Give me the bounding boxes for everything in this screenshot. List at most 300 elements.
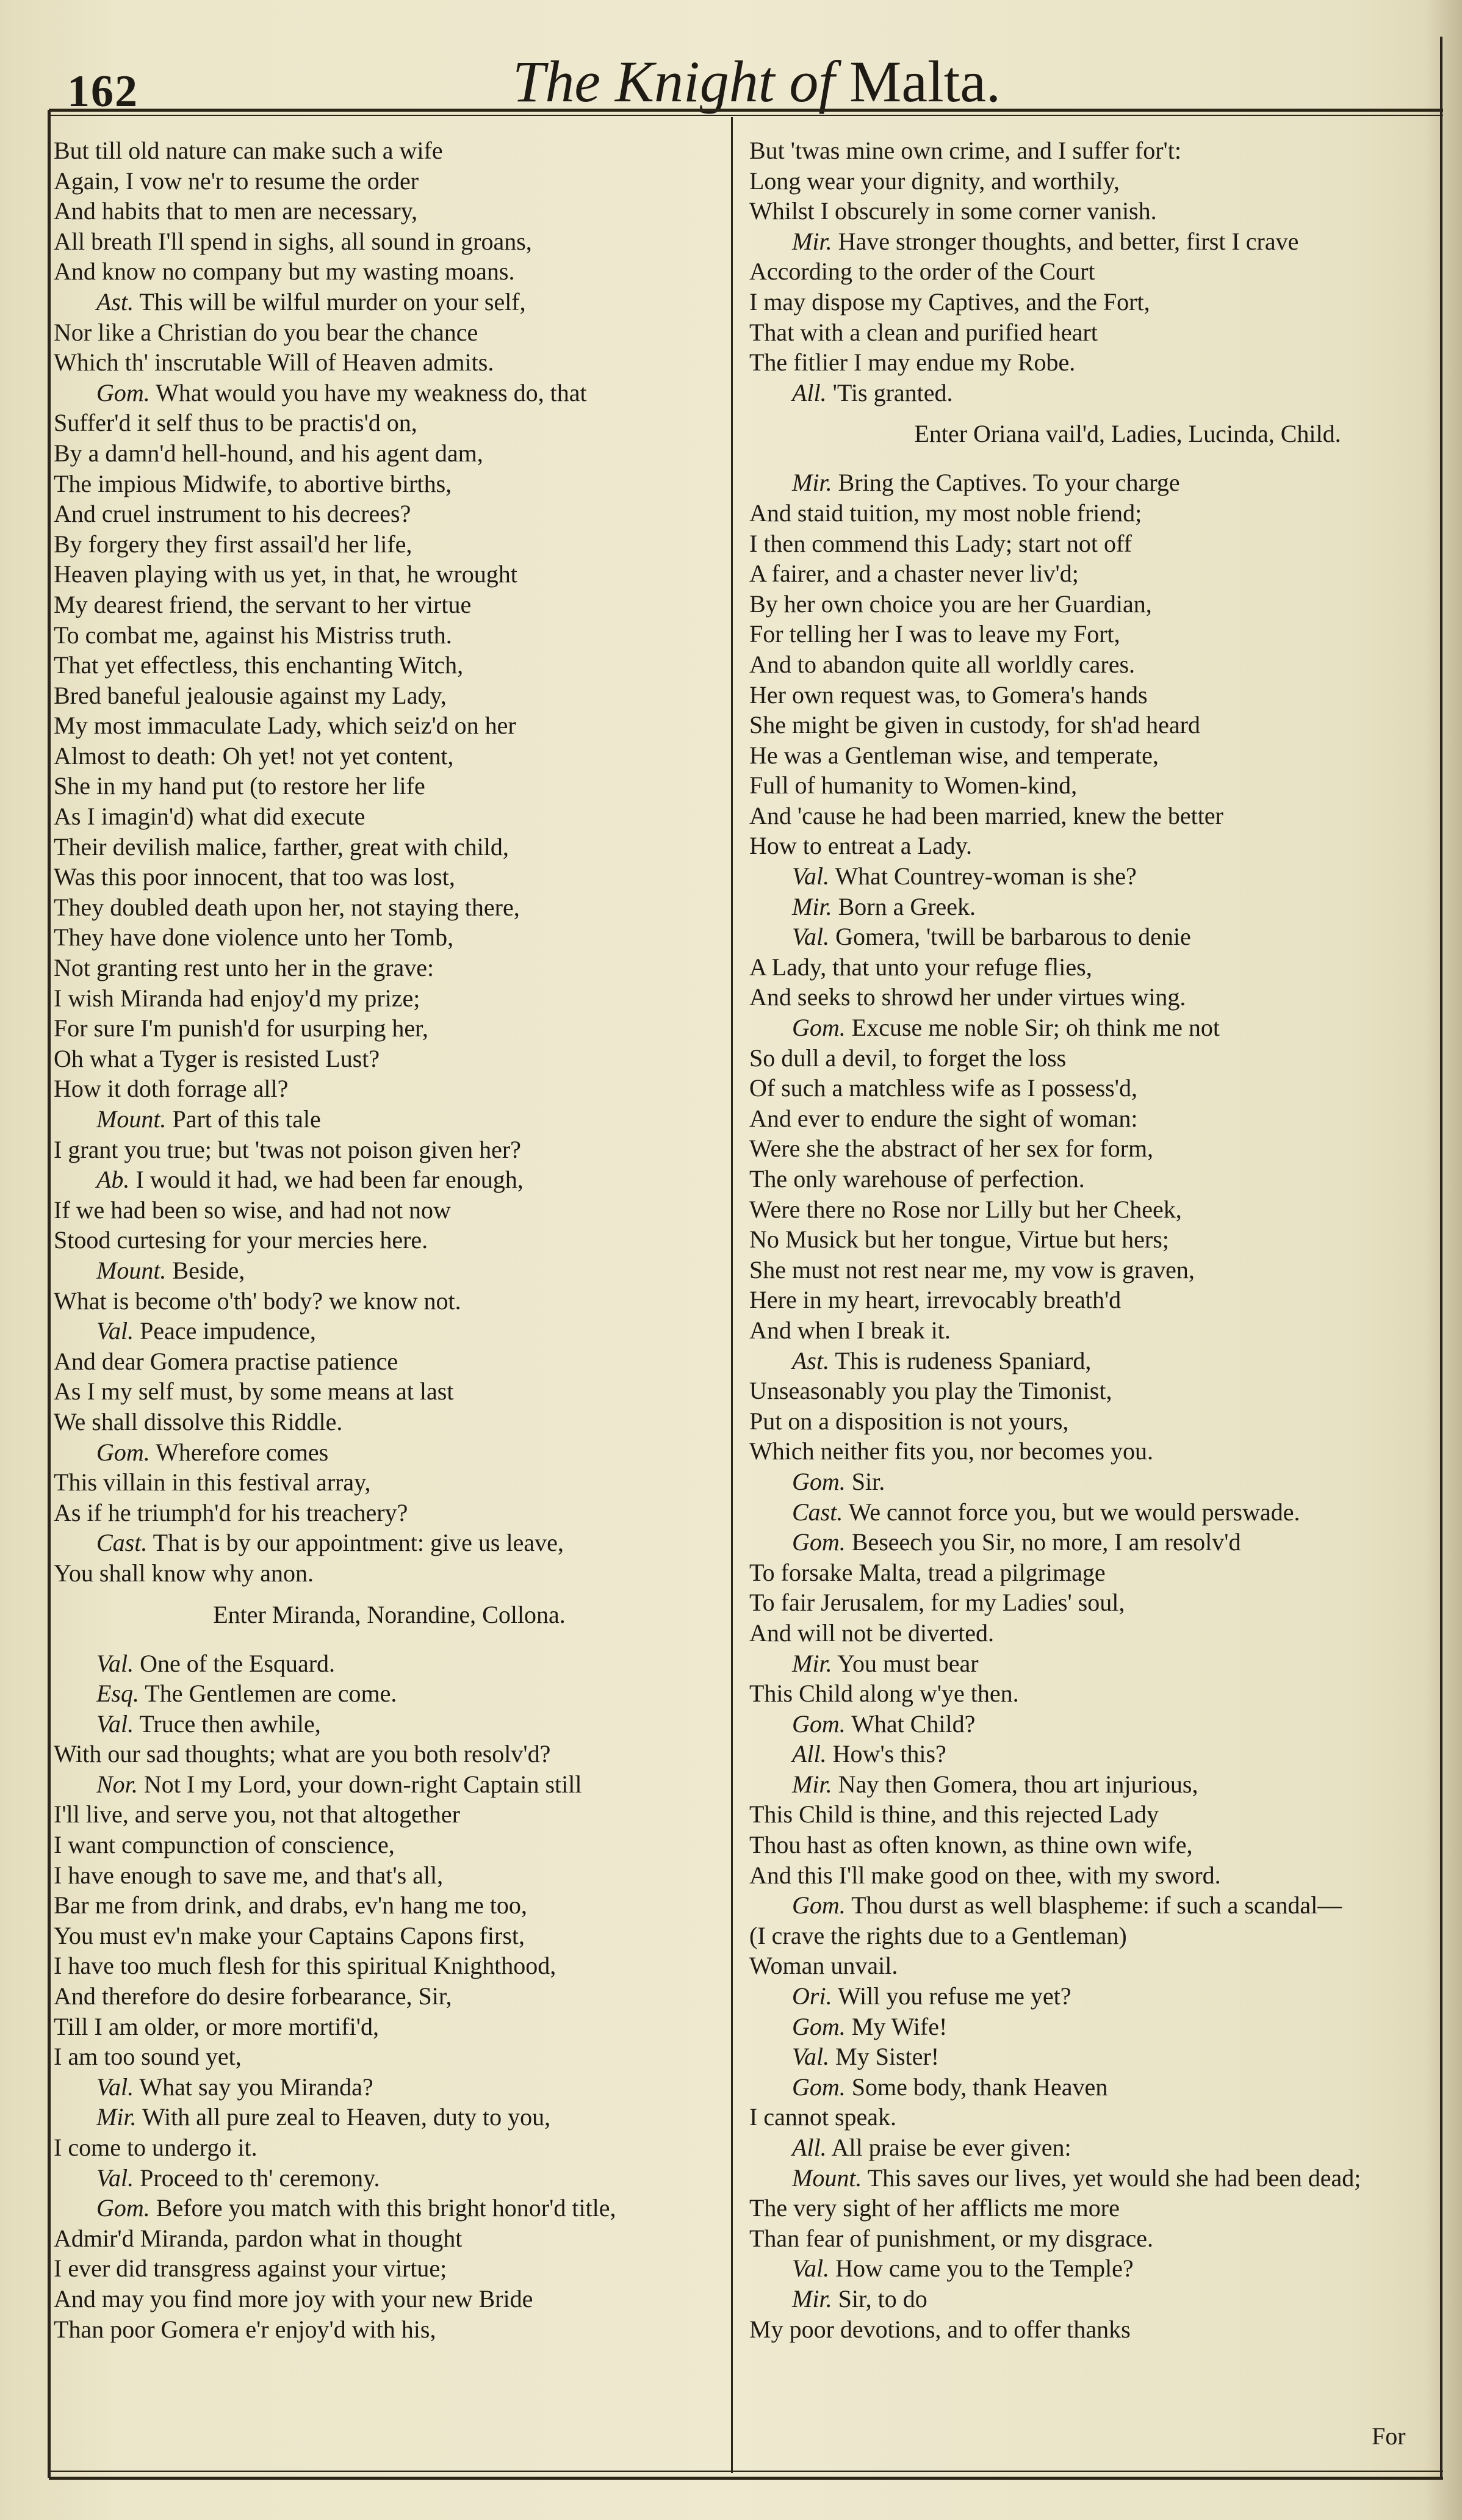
line-text: With our sad thoughts; what are you both resolv'd?: [54, 1740, 551, 1768]
line-text: Wherefore comes: [156, 1438, 329, 1466]
line-text: Gomera, 'twill be barbarous to denie: [835, 923, 1191, 951]
line-text: Beseech you Sir, no more, I am resolv'd: [851, 1528, 1241, 1556]
line-text: Will you refuse me yet?: [837, 1982, 1071, 2010]
speaker-name: Mount.: [792, 2164, 862, 2192]
line-text: Was this poor innocent, that too was lost,: [54, 863, 455, 891]
line-text: Put on a disposition is not yours,: [749, 1407, 1069, 1435]
verse-line: [54, 983, 725, 1014]
verse-line: [54, 590, 725, 620]
speaker-name: Esq.: [96, 1680, 139, 1708]
speaker-name: Nor.: [96, 1770, 138, 1798]
line-text: I cannot speak.: [749, 2103, 897, 2131]
verse-line: [54, 1376, 725, 1407]
speech-line: [749, 1890, 1433, 1921]
line-text: Have stronger thoughts, and better, first I crave: [838, 227, 1299, 255]
header-rule-thin: [49, 115, 1443, 116]
line-text: Part of this tale: [172, 1105, 321, 1133]
verse-line: [54, 681, 725, 711]
line-text: Oh what a Tyger is resisted Lust?: [54, 1044, 380, 1072]
speech-line: [749, 1346, 1433, 1376]
speaker-name: Cast.: [96, 1529, 148, 1557]
verse-line: [749, 680, 1433, 710]
speech-line: [749, 226, 1433, 257]
line-text: Nay then Gomera, thou art injurious,: [838, 1770, 1198, 1798]
verse-line: [749, 1376, 1433, 1406]
line-text: That with a clean and purified heart: [749, 318, 1098, 346]
verse-line: [749, 589, 1433, 619]
speech-line: [749, 2012, 1433, 2042]
speech-line: [749, 2163, 1433, 2193]
speech-line: [749, 1467, 1433, 1497]
line-text: By her own choice you are her Guardian,: [749, 590, 1152, 618]
speaker-name: Val.: [96, 2164, 134, 2192]
line-text: What would you have my weakness do, that: [156, 378, 587, 406]
verse-line: [749, 196, 1433, 226]
speech-line: [54, 1678, 725, 1709]
speaker-name: Mir.: [792, 1649, 832, 1677]
speaker-name: Gom.: [96, 2194, 150, 2222]
speaker-name: Gom.: [792, 1709, 846, 1738]
verse-line: [54, 2132, 725, 2163]
verse-line: [749, 1133, 1433, 1164]
speech-line: [749, 1013, 1433, 1043]
verse-line: [54, 1498, 725, 1528]
speaker-name: Gom.: [96, 378, 150, 406]
line-text: A Lady, that unto your refuge flies,: [749, 953, 1092, 981]
speaker-name: Mir.: [792, 469, 832, 497]
speech-line: [749, 1739, 1433, 1769]
line-text: Which th' inscrutable Will of Heaven admits.: [54, 348, 494, 377]
line-text: That is by our appointment: give us leave,: [153, 1529, 564, 1557]
right-text-column: [749, 135, 1433, 2344]
line-text: Their devilish malice, farther, great with child,: [54, 832, 509, 861]
speaker-name: All.: [792, 1740, 827, 1768]
line-text: I would it had, we had been far enough,: [135, 1166, 524, 1194]
verse-line: [749, 982, 1433, 1013]
verse-line: [54, 408, 725, 438]
verse-line: [54, 1799, 725, 1830]
line-text: And when I break it.: [749, 1316, 951, 1344]
speech-line: [749, 1769, 1433, 1800]
verse-line: [54, 2284, 725, 2314]
verse-line: [54, 2314, 725, 2345]
line-text: Here in my heart, irrevocably breath'd: [749, 1286, 1122, 1314]
verse-line: [54, 771, 725, 801]
line-text: This villain in this festival array,: [54, 1468, 371, 1496]
line-text: Bred baneful jealousie against my Lady,: [54, 681, 447, 709]
line-text: I wish Miranda had enjoy'd my prize;: [54, 984, 420, 1012]
page-header: [49, 37, 1440, 116]
verse-line: [749, 135, 1433, 166]
verse-line: [749, 1255, 1433, 1285]
left-border-rule: [48, 110, 51, 2478]
verse-line: [54, 1558, 725, 1589]
verse-line: [54, 832, 725, 862]
speaker-name: Gom.: [96, 1438, 150, 1466]
line-text: To combat me, against his Mistriss truth.: [54, 621, 452, 649]
line-text: My Sister!: [835, 2043, 940, 2071]
verse-line: [54, 2012, 725, 2042]
line-text: As I imagin'd) what did execute: [54, 803, 366, 831]
line-text: Thou hast as often known, as thine own wife,: [749, 1831, 1193, 1859]
line-text: I am too sound yet,: [54, 2043, 242, 2071]
line-text: A fairer, and a chaster never liv'd;: [749, 560, 1079, 588]
speaker-name: Ast.: [792, 1346, 830, 1374]
line-text: For sure I'm punish'd for usurping her,: [54, 1014, 428, 1042]
footer-rule: [49, 2477, 1443, 2480]
line-text: Beside,: [172, 1256, 245, 1284]
verse-line: [54, 2223, 725, 2254]
verse-line: [54, 1044, 725, 1074]
verse-line: [749, 1436, 1433, 1467]
verse-line: [749, 740, 1433, 771]
speech-line: [749, 892, 1433, 922]
verse-line: [54, 953, 725, 983]
speech-line: [749, 1497, 1433, 1528]
line-text: Suffer'd it self thus to be practis'd on,: [54, 409, 417, 437]
speaker-name: All.: [792, 2134, 827, 2161]
verse-line: [54, 529, 725, 560]
line-text: This is rudeness Spaniard,: [835, 1346, 1092, 1374]
line-text: She might be given in custody, for sh'ad heard: [749, 711, 1200, 739]
verse-line: [54, 438, 725, 469]
line-text: We cannot force you, but we would perswade.: [848, 1498, 1300, 1526]
line-text: That yet effectless, this enchanting Witch,: [54, 651, 464, 679]
verse-line: [749, 619, 1433, 649]
speech-line: [54, 1709, 725, 1739]
speaker-name: Val.: [792, 2043, 830, 2071]
speaker-name: Ab.: [96, 1166, 130, 1194]
line-text: Before you match with this bright honor'd title,: [156, 2194, 616, 2222]
speech-line: [54, 378, 725, 408]
line-text: Were there no Rose nor Lilly but her Cheek,: [749, 1195, 1182, 1223]
speech-line: [749, 378, 1433, 408]
speaker-name: Val.: [96, 1317, 134, 1345]
speech-line: [749, 1527, 1433, 1558]
speaker-name: Val.: [792, 2255, 830, 2283]
footer-rule-thin: [49, 2471, 1443, 2472]
speech-line: [54, 1104, 725, 1135]
line-text: Nor like a Christian do you bear the chance: [54, 318, 478, 346]
verse-line: [54, 620, 725, 651]
speech-line: [54, 287, 725, 317]
verse-line: [54, 1739, 725, 1769]
verse-line: [54, 347, 725, 378]
line-text: Which neither fits you, nor becomes you.: [749, 1437, 1154, 1465]
catchword: For: [1372, 2422, 1406, 2450]
verse-line: [749, 1315, 1433, 1346]
line-text: Stood curtesing for your mercies here.: [54, 1226, 428, 1254]
right-border-rule: [1440, 37, 1442, 2478]
line-text: According to the order of the Court: [749, 258, 1095, 286]
verse-line: [54, 1135, 725, 1165]
verse-line: [749, 287, 1433, 317]
verse-line: [749, 801, 1433, 831]
line-text: For telling her I was to leave my Fort,: [749, 620, 1120, 648]
speech-line: [54, 1164, 725, 1195]
line-text: You shall know why anon.: [54, 1559, 314, 1587]
line-text: To fair Jerusalem, for my Ladies' soul,: [749, 1589, 1125, 1617]
line-text: How it doth forrage all?: [54, 1075, 289, 1103]
line-text: She must not rest near me, my vow is graven,: [749, 1255, 1195, 1283]
speech-line: [54, 1437, 725, 1468]
line-text: Than fear of punishment, or my disgrace.: [749, 2224, 1154, 2252]
verse-line: [749, 1799, 1433, 1830]
speaker-name: Gom.: [792, 1891, 846, 1919]
line-text: What say you Miranda?: [139, 2073, 373, 2101]
verse-line: [749, 1678, 1433, 1709]
line-text: All praise be ever given:: [831, 2134, 1071, 2161]
verse-line: [749, 710, 1433, 740]
line-text: I grant you true; but 'twas not poison given her?: [54, 1135, 521, 1163]
verse-line: [54, 1013, 725, 1044]
speaker-name: Ast.: [96, 287, 134, 316]
verse-line: [749, 1587, 1433, 1618]
line-text: He was a Gentleman wise, and temperate,: [749, 741, 1159, 769]
line-text: Not I my Lord, your down-right Captain still: [143, 1770, 582, 1798]
line-text: I have too much flesh for this spiritual Knighthood,: [54, 1952, 556, 1980]
stage-direction: [54, 1589, 725, 1648]
line-text: How came you to the Temple?: [835, 2255, 1134, 2283]
line-text: Woman unvail.: [749, 1952, 898, 1980]
verse-line: [749, 2102, 1433, 2132]
verse-line: [749, 317, 1433, 348]
verse-line: [749, 2314, 1433, 2345]
verse-line: [54, 499, 725, 529]
line-text: What Countrey-woman is she?: [835, 862, 1137, 890]
verse-line: [749, 558, 1433, 589]
speech-line: [749, 2072, 1433, 2103]
speech-line: [54, 2163, 725, 2193]
stage-direction: [749, 408, 1433, 468]
verse-line: [54, 1467, 725, 1498]
speaker-name: Gom.: [792, 1528, 846, 1556]
verse-line: [749, 1558, 1433, 1588]
line-text: And dear Gomera practise patience: [54, 1347, 398, 1375]
verse-line: [749, 770, 1433, 801]
verse-line: [54, 166, 725, 197]
verse-line: [54, 135, 725, 166]
line-text: Bar me from drink, and drabs, ev'n hang me too,: [54, 1891, 527, 1919]
speech-line: [749, 2132, 1433, 2163]
speech-line: [749, 922, 1433, 952]
line-text: My poor devotions, and to offer thanks: [749, 2315, 1131, 2343]
verse-line: [54, 892, 725, 923]
verse-line: [749, 1285, 1433, 1315]
line-text: Unseasonably you play the Timonist,: [749, 1377, 1112, 1405]
speaker-name: Val.: [96, 2073, 134, 2101]
line-text: The only warehouse of perfection.: [749, 1165, 1085, 1193]
line-text: Full of humanity to Women-kind,: [749, 771, 1078, 800]
line-text: Thou durst as well blaspheme: if such a scandal—: [851, 1891, 1342, 1919]
speech-line: [749, 2253, 1433, 2284]
line-text: As if he triumph'd for his treachery?: [54, 1498, 408, 1526]
verse-line: [749, 831, 1433, 861]
verse-line: [749, 166, 1433, 197]
speech-line: [54, 1528, 725, 1558]
line-text: My Wife!: [851, 2012, 948, 2040]
column-divider: [731, 117, 733, 2473]
line-text: Sir.: [851, 1467, 885, 1495]
speech-line: [54, 1255, 725, 1286]
line-text: Her own request was, to Gomera's hands: [749, 681, 1148, 709]
line-text: And to abandon quite all worldly cares.: [749, 650, 1136, 678]
stage-direction-text: Enter Miranda, Norandine, Collona.: [213, 1600, 566, 1628]
speaker-name: Mir.: [792, 892, 832, 920]
verse-line: [54, 196, 725, 226]
line-text: How to entreat a Lady.: [749, 832, 973, 860]
verse-line: [54, 317, 725, 348]
speech-line: [54, 2072, 725, 2103]
line-text: By forgery they first assail'd her life,: [54, 530, 412, 558]
speaker-name: Cast.: [792, 1498, 843, 1526]
speaker-name: All.: [792, 378, 827, 406]
header-rule: [49, 109, 1443, 112]
speech-line: [749, 2284, 1433, 2314]
speaker-name: Gom.: [792, 1014, 846, 1042]
line-text: And 'cause he had been married, knew the better: [749, 801, 1223, 829]
line-text: Long wear your dignity, and worthily,: [749, 167, 1120, 195]
verse-line: [54, 1286, 725, 1316]
line-text: Of such a matchless wife as I possess'd,: [749, 1074, 1137, 1102]
line-text: The Gentlemen are come.: [145, 1680, 397, 1708]
verse-line: [54, 1225, 725, 1255]
verse-line: [54, 1981, 725, 2012]
line-text: This will be wilful murder on your self,: [139, 287, 526, 316]
line-text: And therefore do desire forbearance, Sir,: [54, 1982, 452, 2010]
verse-line: [54, 1195, 725, 1226]
line-text: She in my hand put (to restore her life: [54, 772, 425, 800]
line-text: How's this?: [832, 1740, 946, 1768]
line-text: Some body, thank Heaven: [851, 2073, 1108, 2101]
speech-line: [54, 1769, 725, 1800]
speaker-name: Gom.: [792, 2012, 846, 2040]
line-text: I ever did transgress against your virtue;: [54, 2255, 447, 2283]
verse-line: [749, 1224, 1433, 1255]
line-text: As I my self must, by some means at last: [54, 1377, 454, 1406]
verse-line: [749, 1103, 1433, 1134]
line-text: My dearest friend, the servant to her virtue: [54, 590, 472, 618]
line-text: They have done violence unto her Tomb,: [54, 923, 454, 951]
verse-line: [749, 256, 1433, 287]
line-text: One of the Esquard.: [140, 1649, 336, 1677]
verse-line: [54, 256, 725, 287]
verse-line: [54, 710, 725, 741]
verse-line: [749, 649, 1433, 680]
line-text: If we had been so wise, and had not now: [54, 1196, 451, 1224]
verse-line: [749, 2193, 1433, 2223]
speaker-name: Val.: [96, 1709, 134, 1738]
speech-line: [749, 1981, 1433, 2012]
line-text: You must ev'n make your Captains Capons first,: [54, 1921, 525, 1949]
line-text: No Musick but her tongue, Virtue but hers;: [749, 1226, 1169, 1254]
speaker-name: Mir.: [792, 227, 832, 255]
verse-line: [749, 498, 1433, 529]
speech-line: [749, 1648, 1433, 1679]
line-text: You must bear: [837, 1649, 979, 1677]
verse-line: [54, 650, 725, 681]
line-text: Till I am older, or more mortifi'd,: [54, 2012, 379, 2040]
line-text: All breath I'll spend in sighs, all sound in groans,: [54, 227, 532, 255]
line-text: And this I'll make good on thee, with my sword.: [749, 1861, 1221, 1889]
speaker-name: Mir.: [792, 2284, 832, 2312]
speaker-name: Val.: [792, 923, 830, 951]
line-text: The fitlier I may endue my Robe.: [749, 348, 1076, 377]
verse-line: [749, 1073, 1433, 1103]
line-text: This Child is thine, and this rejected Lady: [749, 1800, 1159, 1829]
line-text: Again, I vow ne'r to resume the order: [54, 167, 419, 195]
verse-line: [54, 801, 725, 832]
line-text: The very sight of her afflicts me more: [749, 2194, 1120, 2222]
line-text: Than poor Gomera e'r enjoy'd with his,: [54, 2315, 436, 2343]
verse-line: [54, 1951, 725, 1981]
verse-line: [54, 1890, 725, 1921]
line-text: But 'twas mine own crime, and I suffer for't:: [749, 137, 1181, 164]
verse-line: [54, 559, 725, 590]
verse-line: [749, 2223, 1433, 2254]
line-text: But till old nature can make such a wife: [54, 137, 443, 164]
speaker-name: Mir.: [96, 2103, 137, 2131]
verse-line: [749, 529, 1433, 559]
line-text: We shall dissolve this Riddle.: [54, 1407, 343, 1435]
verse-line: [54, 1860, 725, 1891]
line-text: Not granting rest unto her in the grave:: [54, 954, 434, 982]
verse-line: [749, 1951, 1433, 1981]
line-text: And seeks to shrowd her under virtues wing.: [749, 983, 1186, 1011]
verse-line: [54, 741, 725, 771]
line-text: Bring the Captives. To your charge: [838, 469, 1180, 497]
line-text: And staid tuition, my most noble friend;: [749, 499, 1142, 527]
running-title-prefix: The Knight of: [513, 49, 835, 114]
line-text: The impious Midwife, to abortive births,: [54, 469, 452, 497]
speaker-name: Gom.: [792, 1467, 846, 1495]
verse-line: [749, 1921, 1433, 1951]
line-text: Heaven playing with us yet, in that, he wrought: [54, 560, 517, 588]
verse-line: [54, 2042, 725, 2072]
line-text: Excuse me noble Sir; oh think me not: [851, 1014, 1220, 1042]
line-text: With all pure zeal to Heaven, duty to you,: [142, 2103, 551, 2131]
line-text: This Child along w'ye then.: [749, 1680, 1019, 1708]
speaker-name: Mir.: [792, 1770, 832, 1798]
line-text: Peace impudence,: [140, 1317, 316, 1345]
verse-line: [749, 1164, 1433, 1194]
line-text: This saves our lives, yet would she had been dead;: [867, 2164, 1361, 2192]
verse-line: [54, 862, 725, 892]
line-text: And cruel instrument to his decrees?: [54, 500, 411, 528]
line-text: And may you find more joy with your new Bride: [54, 2284, 533, 2312]
line-text: Almost to death: Oh yet! not yet content,: [54, 742, 454, 770]
line-text: Admir'd Miranda, pardon what in thought: [54, 2224, 463, 2252]
line-text: (I crave the rights due to a Gentleman): [749, 1921, 1127, 1949]
page-number: 162: [67, 67, 139, 117]
speaker-name: Gom.: [792, 2073, 846, 2101]
line-text: Proceed to th' ceremony.: [140, 2164, 380, 2192]
speech-line: [54, 2102, 725, 2132]
line-text: Born a Greek.: [838, 892, 976, 920]
line-text: Truce then awhile,: [139, 1709, 321, 1738]
speech-line: [54, 2193, 725, 2223]
line-text: Whilst I obscurely in some corner vanish.: [749, 197, 1157, 225]
line-text: I may dispose my Captives, and the Fort,: [749, 287, 1150, 316]
verse-line: [749, 1830, 1433, 1860]
line-text: I then commend this Lady; start not off: [749, 529, 1132, 557]
speech-line: [54, 1316, 725, 1346]
verse-line: [749, 1194, 1433, 1225]
verse-line: [54, 1074, 725, 1104]
verse-line: [54, 1921, 725, 1951]
line-text: Sir, to do: [838, 2284, 927, 2312]
verse-line: [749, 347, 1433, 378]
